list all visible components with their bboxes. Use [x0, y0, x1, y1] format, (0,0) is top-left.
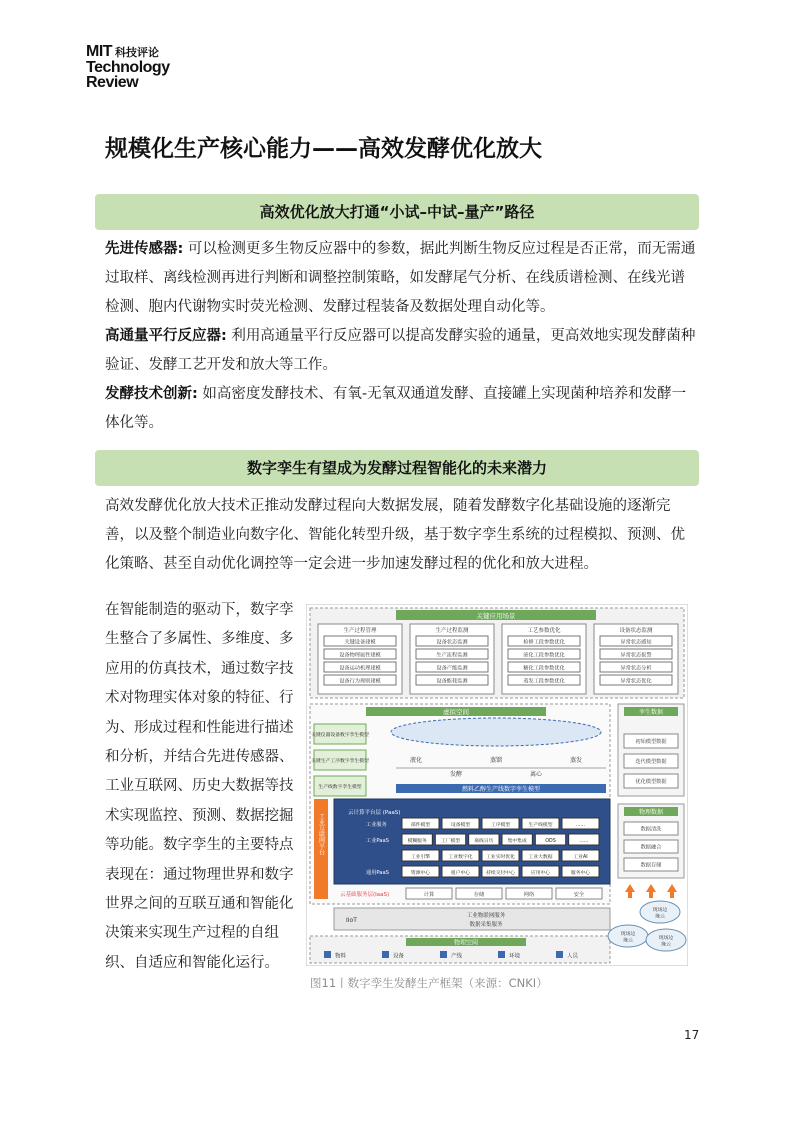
iaas-cell: 安全: [573, 892, 585, 898]
page-title: 规模化生产核心能力——高效发酵优化放大: [105, 136, 542, 162]
text-innovation: 如高密度发酵技术、有氧-无氧双通道发酵、直接罐上实现菌种培养和发酵一体化等。: [105, 386, 687, 431]
physical-item: 设备: [393, 953, 405, 960]
paas-cell: 生产线模型: [528, 822, 553, 828]
physical-space-label: 物理空间: [453, 939, 479, 947]
app-group-title: 工艺参数优化: [527, 628, 561, 634]
item-reactors: [105, 322, 697, 380]
iiot-cell-2: 数据采集服务: [469, 922, 503, 928]
physical-item: 环境: [509, 953, 521, 960]
paas-cell: 模糊服务: [407, 838, 427, 844]
paas-cell: 工序模型: [490, 822, 511, 828]
app-group-item: 蒸发工段参数优化: [523, 678, 565, 685]
twin-data-item: 迭代模型数据: [635, 759, 667, 765]
edge-cloud-label: 缘云: [623, 938, 633, 944]
paas-row-label: 通用PaaS: [366, 870, 389, 876]
app-group-title: 设备状态监测: [619, 628, 653, 634]
app-group-item: 设备运动机理建模: [339, 665, 381, 672]
iaas-cell: 计算: [423, 892, 435, 898]
physical-item-icon: [324, 951, 331, 958]
app-group-item: 设备物理属性建模: [339, 652, 381, 659]
app-group-item: 设备行为规则建模: [339, 678, 381, 685]
logo-cn: 科技评论: [115, 46, 160, 59]
process-step: 离心: [529, 771, 543, 778]
app-group-item: 异常状态感知: [620, 639, 652, 646]
paas-cell: 工厂模型: [440, 838, 461, 844]
term-reactors: 高通量平行反应器:: [105, 328, 227, 344]
logo-technology: Technology: [86, 59, 170, 76]
edge-cloud-label: 缘云: [655, 914, 665, 920]
paas-cell: ODS: [545, 838, 556, 844]
process-step: 蒸馏: [489, 757, 503, 764]
item-sensors: [105, 235, 697, 322]
physical-data-item: 数据存储: [640, 862, 662, 869]
text-sensors: 可以检测更多生物反应器中的参数，据此判断生物反应过程是否正常，而无需通过取样、离线检测再进行判断和调整控制策略，如发酵尾气分析、在线质谱检测、在线光谱检测、胞内代谢物实时荧光检测、发酵过程装备及数据处理自动化等。: [105, 241, 696, 315]
iiot-platform-label: 工业互联网平台: [317, 813, 325, 855]
paas-cell: 资源中心: [410, 870, 431, 876]
paas-cell: 服务中心: [570, 870, 591, 876]
logo-mit: MIT: [86, 43, 113, 60]
section2-side-text: 在智能制造的驱动下，数字孪生整合了多属性、多维度、多应用的仿真技术，通过数字技术对物理实体对象的特征、行为、形成过程和性能进行描述和分析，并结合先进传感器、工业互联网、历史大数据等技术实现监控、预测、数据挖掘等功能。数字孪生的主要特点表现在：通过物理世界和数字世界之间的互联互通和智能化决策来实现生产过程的自组织、自适应和智能化运行。: [105, 602, 294, 971]
process-step: 发酵: [449, 771, 463, 778]
process-model-label: 燃料乙醇生产线数字孪生模型: [461, 786, 541, 793]
iaas-cell: 存储: [473, 892, 485, 898]
app-group-item: 异常状态分析: [620, 665, 652, 672]
paas-cell: 工业实时优化: [486, 854, 515, 860]
app-group-item: 生产流程监测: [436, 652, 468, 659]
iaas-cell: 网络: [523, 892, 535, 898]
twin-model-label: 关键仪器设备数字孪生模型: [311, 733, 369, 738]
app-group-item: 关键设备建模: [344, 639, 376, 646]
section2-banner: 数字孪生有望成为发酵过程智能化的未来潜力: [95, 450, 699, 486]
physical-item-icon: [440, 951, 447, 958]
paas-cell: 设备模型: [450, 822, 471, 828]
mit-logo: [86, 44, 170, 90]
app-scenario-label: 关键应用场景: [476, 612, 516, 620]
physical-item-icon: [382, 951, 389, 958]
paas-row-label: 工业PaaS: [366, 838, 389, 844]
item-innovation: [105, 380, 697, 438]
digital-twin-figure: [306, 604, 688, 966]
section1-banner: 高效优化放大打通“小试–中试–量产”路径: [95, 194, 699, 230]
physical-data-item: 数据清洗: [640, 826, 662, 833]
app-group-item: 液化工段参数优化: [523, 652, 565, 659]
logo-review: Review: [86, 74, 139, 91]
term-sensors: 先进传感器:: [105, 241, 184, 257]
edge-cloud-label: 现场边: [620, 932, 636, 937]
app-group-item: 异常状态优化: [620, 678, 652, 685]
app-group-title: 生产过程监测: [435, 628, 469, 634]
physical-data-item: 数据融合: [640, 844, 662, 851]
twin-data-title: 孪生数据: [638, 709, 664, 716]
paas-row-label: 工业服务: [366, 822, 387, 828]
physical-item: 物料: [335, 953, 347, 960]
paas-cell: ......: [575, 822, 586, 828]
paas-cell: 工业数字化: [448, 854, 473, 860]
twin-model-label: 关键生产工序数字孪生模型: [311, 759, 369, 764]
paas-cell: 集中集成: [507, 838, 527, 844]
process-step: 液化: [409, 757, 423, 764]
app-group-item: 设备能耗监测: [436, 678, 468, 685]
figure-caption: 图11丨数字孪生发酵生产框架（来源：CNKI）: [310, 976, 548, 990]
twin-model-label: 生产线数字孪生模型: [318, 785, 362, 790]
edge-cloud-label: 缘云: [661, 942, 671, 948]
app-group-title: 生产过程管理: [343, 628, 377, 634]
section2-intro: 高效发酵优化放大技术正推动发酵过程向大数据发展，随着发酵数字化基础设施的逐渐完善，以及整个制造业向数字化、智能化转型升级，基于数字孪生系统的过程模拟、预测、优化策略、甚至自动优化调控等一定会进一步加速发酵过程的优化和放大进程。: [105, 498, 685, 572]
term-innovation: 发酵技术创新:: [105, 386, 198, 402]
physical-item: 产线: [451, 953, 463, 960]
physical-item-icon: [498, 951, 505, 958]
paas-cell: 工业大数据: [528, 854, 553, 860]
app-group-item: 异常状态报警: [620, 652, 652, 659]
physical-item: 人员: [567, 953, 579, 960]
paas-cell: 租户中心: [450, 870, 471, 876]
paas-cell: 持续交付中心: [486, 870, 515, 876]
paas-cell: 工业引擎: [410, 854, 431, 860]
text-reactors: 利用高通量平行反应器可以提高发酵实验的通量，更高效地实现发酵菌种验证、发酵工艺开发和放大等工作。: [105, 328, 696, 373]
process-step: 蒸发: [569, 757, 583, 764]
app-group-item: 糖化工段参数优化: [523, 665, 565, 672]
physical-item-icon: [556, 951, 563, 958]
iaas-label: 云基础服务层(IaaS): [340, 892, 390, 898]
physical-data-title: 物理数据: [638, 809, 664, 816]
paas-cell: 应用中心: [530, 870, 551, 876]
app-group-item: 检修工段参数优化: [523, 639, 565, 646]
virtual-space-label: 虚拟空间: [443, 708, 469, 716]
section1-body: [105, 235, 697, 438]
app-group-item: 设备状态监测: [436, 639, 468, 646]
paas-title: 云计算平台层 (PaaS): [348, 810, 401, 816]
iiot-row-label: IIoT: [346, 917, 357, 924]
edge-cloud-label: 现场边: [658, 936, 674, 941]
paas-cell: 离线日历: [474, 838, 494, 844]
paas-cell: 部件模型: [410, 822, 431, 828]
paas-cell: 工业AI: [573, 854, 588, 860]
twin-data-item: 初始模型数据: [635, 739, 667, 745]
twin-data-item: 优化模型数据: [635, 779, 667, 785]
edge-cloud-label: 现场边: [652, 908, 668, 913]
app-group-item: 设备产能监测: [436, 665, 468, 672]
page-number: 17: [684, 1028, 700, 1042]
equipment-icons-zone: [391, 718, 601, 746]
paas-cell: ......: [579, 838, 589, 844]
iiot-cell-1: 工业物联网服务: [466, 913, 506, 919]
